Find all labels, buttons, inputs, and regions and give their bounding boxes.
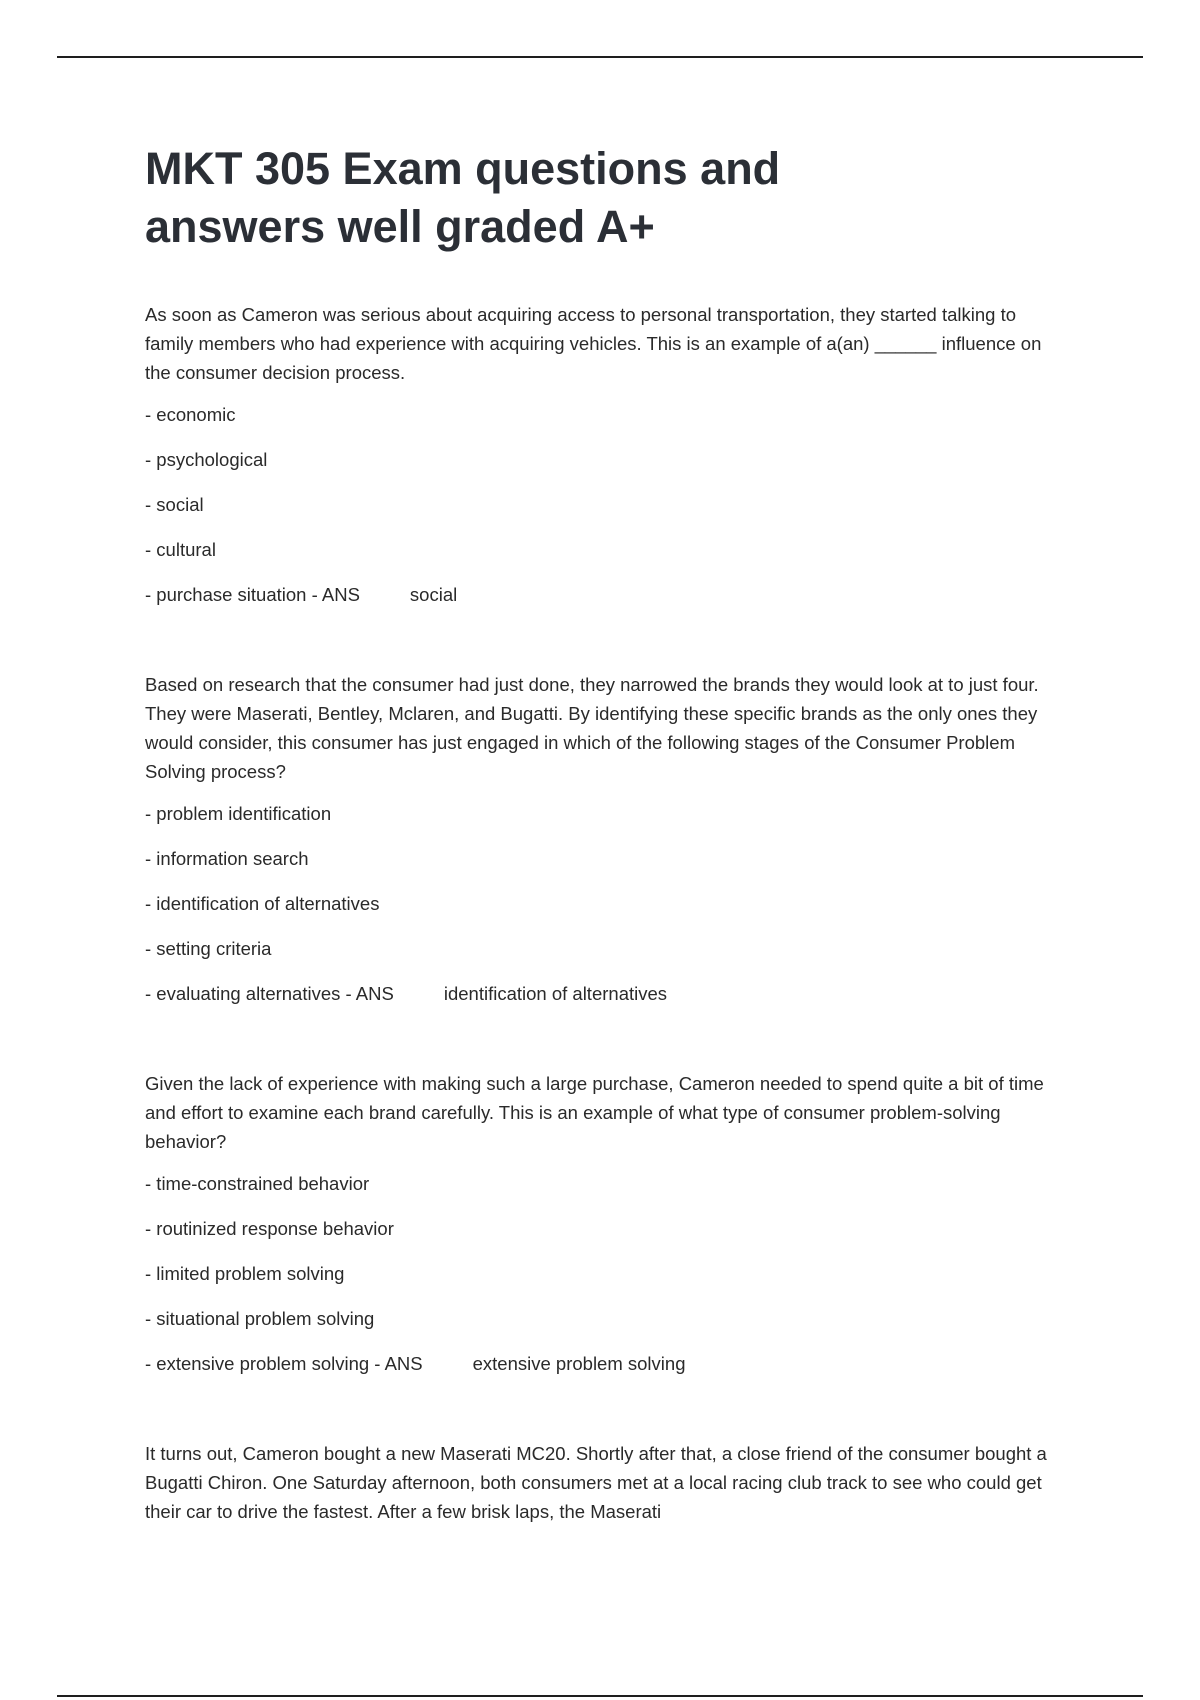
document-title: MKT 305 Exam questions and answers well graded A+ [145,143,781,252]
top-rule [57,56,1143,58]
answer-option: - cultural [145,539,216,560]
answer-option: - economic [145,404,236,425]
correct-answer: social [409,584,458,605]
question-text: It turns out, Cameron bought a new Maserati MC20. Shortly after that, a close friend of the consumer bought a Bugatti Chiron. One Saturday afternoon, both consumers met at a local racing club track to see who could get their car to drive the fastest. After a few brisk laps, the Maserati [145,1443,1047,1522]
question-text: As soon as Cameron was serious about acquiring access to personal transportation, they started talking to family members who had experience with acquiring vehicles. This is an example of a(an) ______ influence on the consumer decision process. [145,304,1042,383]
question-text: Given the lack of experience with making such a large purchase, Cameron needed to spend quite a bit of time and effort to examine each brand carefully. This is an example of what type of consumer problem-solving behavior? [145,1073,1044,1152]
question-block-4 [145,1439,1065,1526]
question-block-3 [145,1069,1065,1378]
question-text: Based on research that the consumer had just done, they narrowed the brands they would look at to just four. They were Maserati, Bentley, Mclaren, and Bugatti. By identifying these specific brands as the only ones they would consider, this consumer has just engaged in which of the following stages of the Consumer Problem Solving process? [145,674,1039,782]
answer-option: - limited problem solving [145,1263,345,1284]
answer-option: - psychological [145,449,268,470]
answer-option: - situational problem solving [145,1308,375,1329]
bottom-rule [57,1695,1143,1697]
answer-option: - routinized response behavior [145,1218,394,1239]
question-block-1 [145,300,1065,609]
question-block-2 [145,670,1065,1008]
answer-option: - social [145,494,204,515]
answer-option-final: - purchase situation - ANS social [145,580,1065,609]
answer-option-final: - extensive problem solving - ANS extensive problem solving [145,1349,1065,1378]
answer-option: - problem identification [145,803,332,824]
correct-answer: extensive problem solving [472,1353,686,1374]
answer-option: - setting criteria [145,938,272,959]
answer-option-final: - evaluating alternatives - ANS identification of alternatives [145,979,1065,1008]
correct-answer: identification of alternatives [443,983,668,1004]
answer-option: - identification of alternatives [145,893,380,914]
answer-option: - time-constrained behavior [145,1173,370,1194]
document-body [145,140,1065,1587]
answer-option: - information search [145,848,309,869]
